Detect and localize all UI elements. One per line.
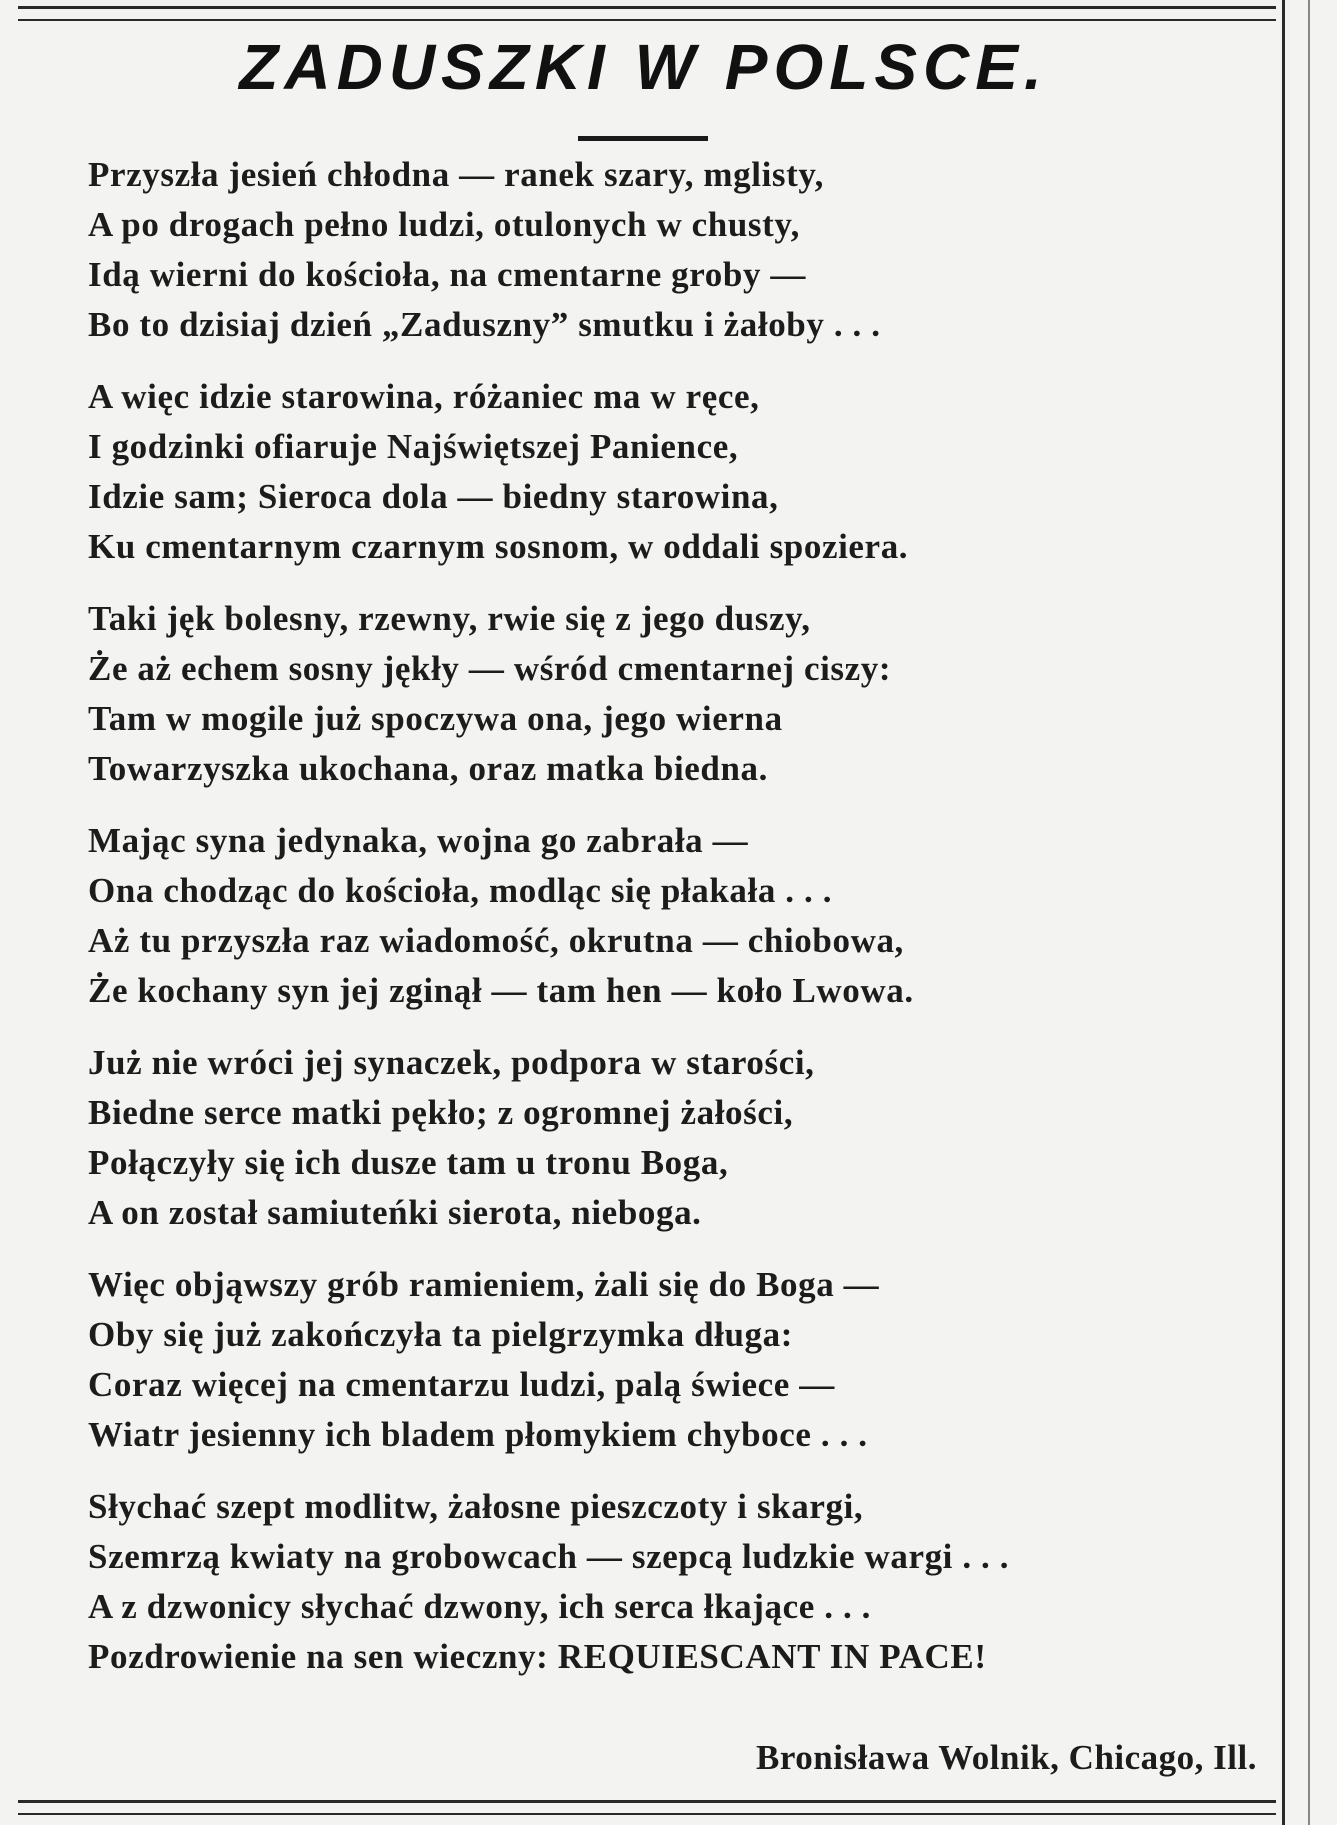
stanza-3 <box>88 594 1278 794</box>
poem-line: A więc idzie starowina, różaniec ma w ręce, <box>88 377 760 416</box>
poem-line: Już nie wróci jej synaczek, podpora w starości, <box>88 1043 815 1082</box>
poem-line: Bo to dzisiaj dzień „Zaduszny” smutku i żałoby . . . <box>88 305 881 344</box>
poem-line: Ku cmentarnym czarnym sosnom, w oddali spoziera. <box>88 527 909 566</box>
poem-line: Idzie sam; Sieroca dola — biedny starowina, <box>88 477 779 516</box>
poem-line: Biedne serce matki pękło; z ogromnej żałości, <box>88 1093 794 1132</box>
poem-line: Tam w mogile już spoczywa ona, jego wierna <box>88 699 783 738</box>
poem-line: Coraz więcej na cmentarzu ludzi, palą świece — <box>88 1365 835 1404</box>
poem-line: Towarzyszka ukochana, oraz matka biedna. <box>88 749 768 788</box>
poem-line: Wiatr jesienny ich bladem płomykiem chyboce . . . <box>88 1415 868 1454</box>
poem-line: Pozdrowienie na sen wieczny: REQUIESCANT IN PACE! <box>88 1637 987 1676</box>
stanza-1 <box>88 150 1278 350</box>
poem-line: Słychać szept modlitw, żałosne pieszczoty i skargi, <box>88 1487 864 1526</box>
poem-line: Ona chodząc do kościoła, modląc się płakała . . . <box>88 871 833 910</box>
stanza-6 <box>88 1260 1278 1460</box>
poem-line: A z dzwonicy słychać dzwony, ich serca łkające . . . <box>88 1587 871 1626</box>
top-double-rule <box>18 6 1276 21</box>
poem-line: A po drogach pełno ludzi, otulonych w chusty, <box>88 205 800 244</box>
author-signature: Bronisława Wolnik, Chicago, Ill. <box>756 1738 1257 1777</box>
poem-line: Połączyły się ich dusze tam u tronu Boga, <box>88 1143 729 1182</box>
stanza-5 <box>88 1038 1278 1238</box>
poem-line: Oby się już zakończyła ta pielgrzymka długa: <box>88 1315 793 1354</box>
poem-line: I godzinki ofiaruje Najświętszej Panience, <box>88 427 739 466</box>
stanza-4 <box>88 816 1278 1016</box>
stanza-2 <box>88 372 1278 572</box>
title-underline <box>578 136 708 141</box>
poem-line: Więc objąwszy grób ramieniem, żali się do Boga — <box>88 1265 880 1304</box>
poem-title: ZADUSZKI W POLSCE. <box>239 31 1048 103</box>
stanza-7 <box>88 1482 1278 1682</box>
poem-line: Idą wierni do kościoła, na cmentarne groby — <box>88 255 806 294</box>
poem-line: Taki jęk bolesny, rzewny, rwie się z jego duszy, <box>88 599 811 638</box>
poem-line: Mając syna jedynaka, wojna go zabrała — <box>88 821 749 860</box>
poem-body <box>88 150 1278 1704</box>
poem-line: A on został samiuteńki sierota, nieboga. <box>88 1193 702 1232</box>
poem-line: Aż tu przyszła raz wiadomość, okrutna — chiobowa, <box>88 921 904 960</box>
adjacent-column-edge <box>1308 0 1310 1825</box>
column-divider <box>1282 0 1285 1825</box>
poem-line: Szemrzą kwiaty na grobowcach — szepcą ludzkie wargi . . . <box>88 1537 1010 1576</box>
bottom-double-rule <box>18 1800 1276 1815</box>
poem-line: Przyszła jesień chłodna — ranek szary, mglisty, <box>88 155 824 194</box>
poem-line: Że kochany syn jej zginął — tam hen — koło Lwowa. <box>88 971 914 1010</box>
poem-line: Że aż echem sosny jękły — wśród cmentarnej ciszy: <box>88 649 892 688</box>
